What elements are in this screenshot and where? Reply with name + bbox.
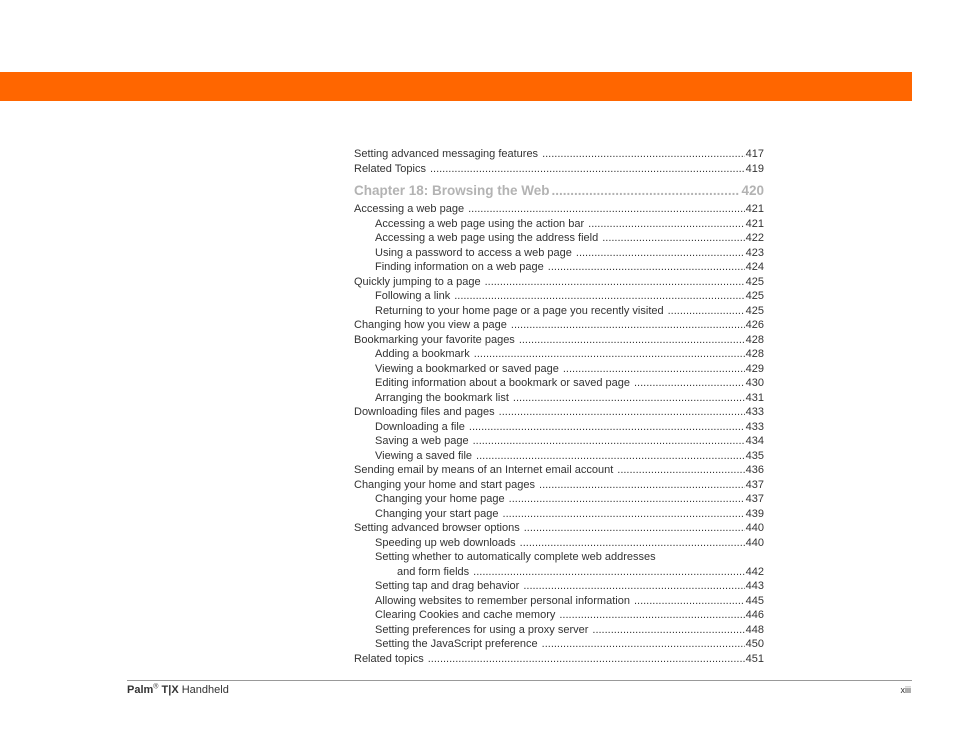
dot-leader (634, 376, 745, 391)
toc-entry[interactable] (354, 347, 764, 362)
toc-entry[interactable] (354, 463, 764, 478)
toc-entry-page-number: 446 (745, 609, 764, 621)
toc-entry-title: and form fields (397, 565, 470, 578)
dot-leader (548, 260, 745, 275)
toc-entry-page-number: 437 (745, 478, 764, 491)
toc-entry-title: Saving a web page (375, 435, 469, 447)
toc-entry[interactable] (354, 246, 764, 261)
toc-entry-page-number: 423 (745, 246, 764, 259)
toc-entry-page-number: 431 (745, 391, 764, 404)
dot-leader (576, 246, 745, 261)
toc-entry-page-number: 424 (745, 261, 764, 273)
toc-entry-page-number: 442 (745, 565, 764, 578)
toc-entry[interactable] (354, 536, 764, 551)
dot-leader (428, 652, 745, 667)
toc-entry-page-number: 443 (745, 580, 764, 592)
toc-entry[interactable] (354, 550, 764, 565)
toc-entry-page-number: 428 (745, 348, 764, 360)
toc-entry-title: Setting tap and drag behavior (375, 580, 520, 592)
dot-leader (588, 217, 745, 232)
dot-leader (476, 449, 745, 464)
toc-entry-title: Downloading files and pages (354, 406, 495, 418)
toc-entry-title: Accessing a web page (354, 203, 465, 215)
toc-entry[interactable] (354, 623, 764, 638)
toc-entry[interactable] (354, 376, 764, 391)
toc-entry-page-number: 448 (745, 623, 764, 636)
dot-leader (513, 391, 745, 406)
toc-entry-title: Setting whether to automatically complete web addresses (375, 551, 656, 563)
toc-entry-title: Downloading a file (375, 420, 465, 433)
toc-entry-page-number: 430 (745, 377, 764, 389)
toc-entry[interactable] (354, 202, 764, 217)
toc-entry-title: Changing your home page (375, 493, 505, 505)
dot-leader (592, 623, 744, 638)
dot-leader (473, 565, 744, 580)
toc-entry-page-number: 429 (745, 362, 764, 375)
toc-entry-title: Setting preferences for using a proxy server (375, 623, 589, 636)
footer-page-number: xiii (900, 685, 911, 695)
dot-leader (524, 521, 745, 536)
toc-entry-title: Finding information on a web page (375, 261, 544, 273)
footer-product-name (127, 683, 229, 697)
toc-entry-title: Changing your start page (375, 507, 499, 520)
dot-leader (668, 304, 745, 319)
toc-entry-page-number: 433 (745, 420, 764, 433)
toc-entry-title: Accessing a web page using the action bar (375, 217, 585, 230)
chapter-title: Chapter 18: Browsing the Web (354, 183, 550, 198)
dot-leader (469, 420, 745, 435)
toc-entry-page-number: 422 (745, 232, 764, 244)
footer-rule (127, 680, 912, 681)
brand-name: Palm (127, 684, 154, 696)
toc-entry[interactable] (354, 162, 764, 177)
toc-entry-title: Returning to your home page or a page you recently visited (375, 304, 664, 317)
toc-entry-title: Adding a bookmark (375, 348, 470, 360)
toc-entry[interactable] (354, 637, 764, 652)
toc-entry[interactable] (354, 275, 764, 290)
dot-leader (634, 594, 745, 609)
toc-entry[interactable] (354, 333, 764, 348)
toc-entry-page-number: 440 (745, 536, 764, 549)
dot-leader (539, 478, 745, 493)
toc-entry-title: Viewing a saved file (375, 449, 473, 462)
toc-entry-page-number: 426 (745, 319, 764, 331)
toc-entry-title: Changing how you view a page (354, 319, 507, 331)
toc-entry[interactable] (354, 260, 764, 275)
toc-entry-title: Allowing websites to remember personal information (375, 594, 630, 607)
dot-leader (430, 162, 745, 177)
toc-entries (354, 202, 764, 666)
model-name: T|X (161, 684, 179, 696)
toc-entry-title: Using a password to access a web page (375, 246, 572, 259)
dot-leader (542, 637, 745, 652)
toc-entry-page-number: 428 (745, 333, 764, 346)
toc-entry[interactable] (354, 608, 764, 623)
toc-entry[interactable] (354, 507, 764, 522)
toc-entry[interactable] (354, 289, 764, 304)
dot-leader (473, 434, 745, 449)
toc-entry[interactable] (354, 147, 764, 162)
dot-leader (552, 182, 741, 200)
dot-leader (509, 492, 745, 507)
toc-entry[interactable] (354, 434, 764, 449)
toc-entry[interactable] (354, 579, 764, 594)
toc-entry[interactable] (354, 478, 764, 493)
toc-entry[interactable] (354, 391, 764, 406)
toc-entry-page-number: 425 (745, 275, 764, 288)
dot-leader (519, 333, 745, 348)
toc-entry-page-number: 437 (745, 493, 764, 505)
dot-leader (520, 536, 745, 551)
dot-leader (563, 362, 745, 377)
toc-entry[interactable] (354, 449, 764, 464)
toc-entry-title: Quickly jumping to a page (354, 275, 481, 288)
toc-entry[interactable] (354, 318, 764, 333)
product-label: Handheld (181, 684, 229, 696)
table-of-contents (354, 147, 764, 666)
toc-entry-title: Following a link (375, 290, 451, 302)
dot-leader (485, 275, 745, 290)
toc-entry[interactable] (354, 420, 764, 435)
toc-entry-title: Editing information about a bookmark or saved page (375, 377, 630, 389)
dot-leader (542, 147, 745, 162)
toc-entry-title: Related Topics (354, 162, 426, 175)
toc-entry-title: Bookmarking your favorite pages (354, 333, 515, 346)
header-accent-bar (0, 72, 912, 101)
chapter-page-number: 420 (741, 183, 764, 198)
toc-entry[interactable] (354, 405, 764, 420)
toc-entry-title: Setting advanced browser options (354, 522, 520, 534)
toc-entry-page-number: 451 (745, 652, 764, 665)
registered-mark: ® (153, 683, 159, 691)
toc-entry-page-number: 439 (745, 507, 764, 520)
toc-entry-title: Setting the JavaScript preference (375, 638, 538, 650)
toc-entry-title: Sending email by means of an Internet email account (354, 464, 614, 476)
toc-entry-title: Arranging the bookmark list (375, 391, 509, 404)
toc-entry-page-number: 450 (745, 638, 764, 650)
toc-entry-page-number: 435 (745, 449, 764, 462)
toc-entry[interactable] (354, 492, 764, 507)
dot-leader (499, 405, 745, 420)
toc-entry[interactable] (354, 565, 764, 580)
dot-leader (523, 579, 744, 594)
dot-leader (602, 231, 744, 246)
dot-leader (511, 318, 745, 333)
toc-entry-page-number: 419 (745, 162, 764, 175)
toc-entry-title: Viewing a bookmarked or saved page (375, 362, 559, 375)
dot-leader (617, 463, 744, 478)
toc-entry-page-number: 421 (745, 217, 764, 230)
toc-entry-title: Accessing a web page using the address field (375, 232, 599, 244)
toc-entry[interactable] (354, 521, 764, 536)
toc-entry-page-number: 436 (745, 464, 764, 476)
dot-leader (468, 202, 745, 217)
toc-top-section (354, 147, 764, 176)
toc-entry-page-number: 440 (745, 522, 764, 534)
toc-entry-page-number: 421 (745, 203, 764, 215)
dot-leader (503, 507, 745, 522)
toc-entry-page-number: 434 (745, 435, 764, 447)
toc-entry[interactable] (354, 652, 764, 667)
toc-entry-page-number: 433 (745, 406, 764, 418)
chapter-heading[interactable] (354, 182, 764, 200)
toc-entry-page-number: 417 (745, 148, 764, 160)
dot-leader (454, 289, 744, 304)
toc-entry[interactable] (354, 304, 764, 319)
toc-entry[interactable] (354, 362, 764, 377)
toc-entry[interactable] (354, 231, 764, 246)
toc-entry[interactable] (354, 594, 764, 609)
toc-entry-page-number: 425 (745, 304, 764, 317)
toc-entry-page-number: 425 (745, 290, 764, 302)
toc-entry-title: Changing your home and start pages (354, 478, 536, 491)
dot-leader (559, 608, 744, 623)
toc-entry-title: Clearing Cookies and cache memory (375, 609, 556, 621)
toc-entry[interactable] (354, 217, 764, 232)
toc-entry-title: Related topics (354, 652, 424, 665)
toc-entry-title: Setting advanced messaging features (354, 148, 539, 160)
toc-entry-title: Speeding up web downloads (375, 536, 516, 549)
toc-entry-page-number: 445 (745, 594, 764, 607)
dot-leader (474, 347, 745, 362)
